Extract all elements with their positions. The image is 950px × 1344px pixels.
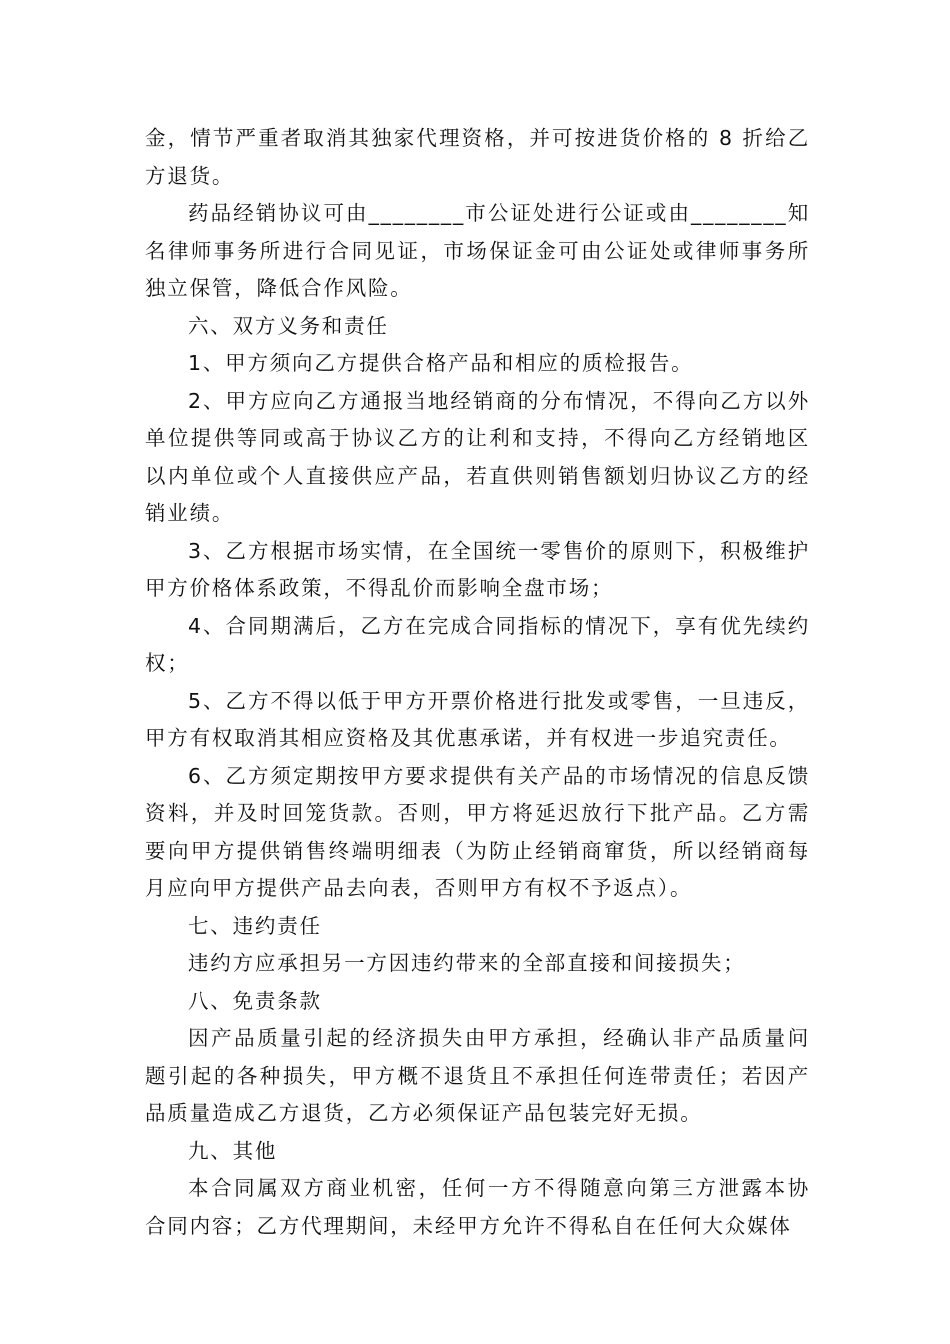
clause-5: 5、乙方不得以低于甲方开票价格进行批发或零售，一旦违反，甲方有权取消其相应资格及其优惠承诺，并有权进一步追究责任。: [145, 688, 810, 750]
document-body: [145, 120, 810, 1245]
paragraph-breach: 违约方应承担另一方因违约带来的全部直接和间接损失；: [188, 951, 746, 975]
paragraph-confidentiality: 本合同属双方商业机密，任何一方不得随意向第三方泄露本协合同内容；乙方代理期间，未经甲方允许不得私自在任何大众媒体: [145, 1176, 810, 1238]
section-heading-obligations: 六、双方义务和责任: [188, 313, 389, 338]
paragraph-notarization: 药品经销协议可由________市公证处进行公证或由________知名律师事务所进行合同见证，市场保证金可由公证处或律师事务所独立保管，降低合作风险。: [145, 201, 810, 300]
clause-1: 1、甲方须向乙方提供合格产品和相应的质检报告。: [188, 351, 694, 375]
section-heading-breach: 七、违约责任: [188, 913, 322, 938]
clause-3: 3、乙方根据市场实情，在全国统一零售价的原则下，积极维护甲方价格体系政策，不得乱价而影响全盘市场；: [145, 538, 810, 600]
clause-4: 4、合同期满后，乙方在完成合同指标的情况下，享有优先续约权；: [145, 613, 810, 675]
paragraph-continuation: 金，情节严重者取消其独家代理资格，并可按进货价格的 8 折给乙方退货。: [145, 126, 810, 188]
paragraph-exemption: 因产品质量引起的经济损失由甲方承担，经确认非产品质量问题引起的各种损失，甲方概不退货且不承担任何连带责任；若因产品质量造成乙方退货，乙方必须保证产品包装完好无损。: [145, 1026, 810, 1125]
clause-6: 6、乙方须定期按甲方要求提供有关产品的市场情况的信息反馈资料，并及时回笼货款。否则，甲方将延迟放行下批产品。乙方需要向甲方提供销售终端明细表（为防止经销商窜货，所以经销商每月应向甲方提供产品去向表，否则甲方有权不予返点）。: [145, 763, 810, 900]
clause-2: 2、甲方应向乙方通报当地经销商的分布情况，不得向乙方以外单位提供等同或高于协议乙方的让利和支持，不得向乙方经销地区以内单位或个人直接供应产品，若直供则销售额划归协议乙方的经销业绩。: [145, 388, 810, 525]
section-heading-other: 九、其他: [188, 1138, 278, 1163]
section-heading-exemption: 八、免责条款: [188, 988, 322, 1013]
